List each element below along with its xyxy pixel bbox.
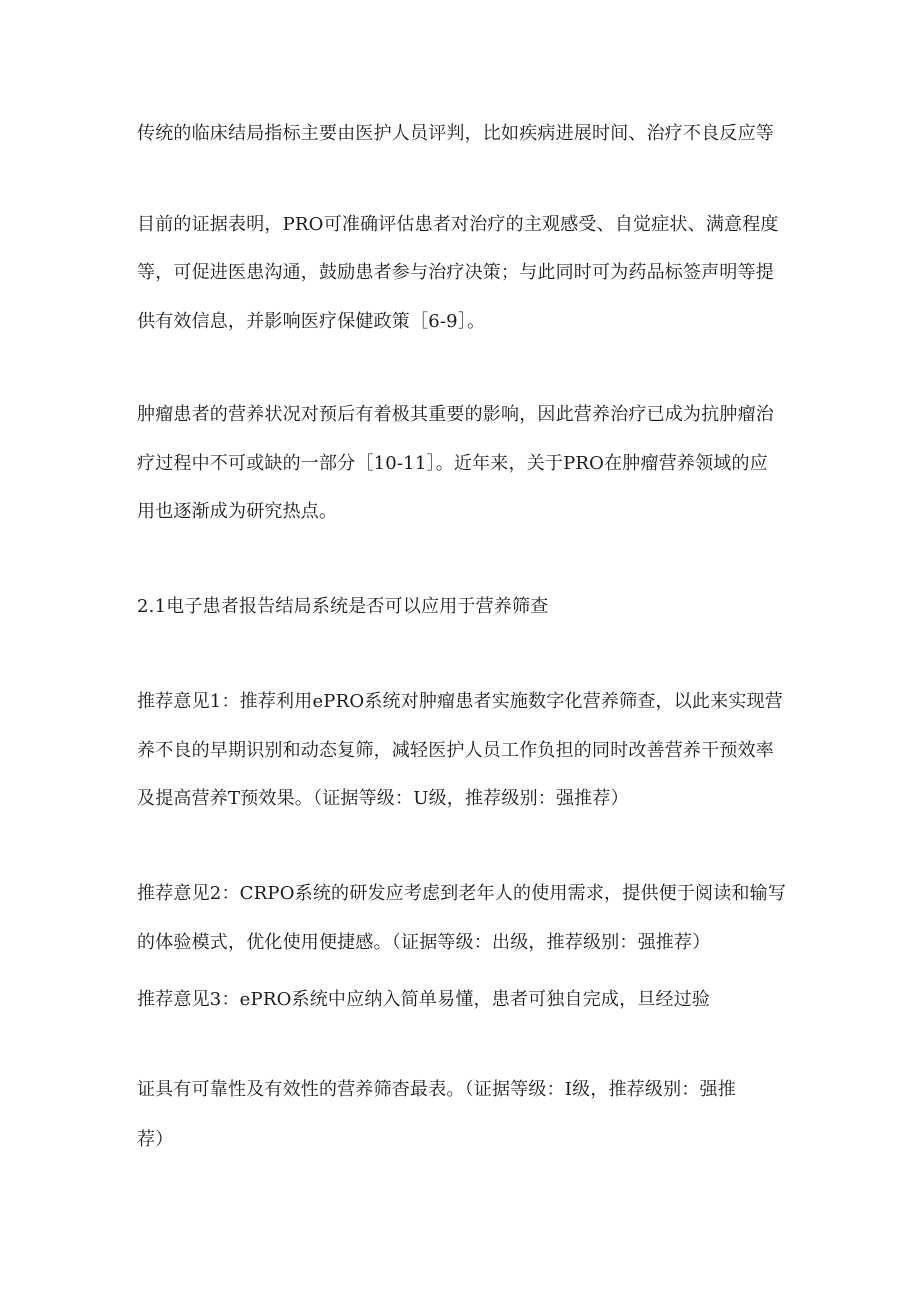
recommendation-2-line-2: 的体验模式，优化使用便捷感。（证据等级：出级，推荐级别：强推荐）: [137, 932, 711, 953]
paragraph-2-line-2: 等，可促进医患沟通，鼓励患者参与治疗决策；与此同时可为药品标签声明等提: [137, 262, 774, 283]
recommendation-2-line-1: 推荐意见2：CRPO系统的研发应考虑到老年人的使用需求，提供便于阅读和输写: [137, 883, 787, 904]
paragraph-1-line-1: 传统的临床结局指标主要由医护人员评判，比如疾病进展时间、治疗不良反应等: [137, 123, 774, 144]
recommendation-1-line-1: 推荐意见1：推荐利用ePRO系统对肿瘤患者实施数字化营养筛查，以此来实现营: [137, 691, 783, 712]
paragraph-2-line-1: 目前的证据表明，PRO可准确评估患者对治疗的主观感受、自觉症状、满意程度: [137, 214, 779, 235]
recommendation-3-line-2: 证具有可靠性及有效性的营养筛杳最表。（证据等级：I级，推荐级别：强推: [137, 1079, 736, 1100]
recommendation-1-line-3: 及提高营养T预效果。（证据等级：U级，推荐级别：强推荐）: [137, 788, 629, 809]
recommendation-3-line-1: 推荐意见3：ePRO系统中应纳入简单易懂，患者可独自完成，旦经过验: [137, 989, 711, 1010]
recommendation-3-line-3: 荐）: [137, 1129, 174, 1150]
paragraph-3-line-1: 肿瘤患者的营养状况对预后有着极其重要的影响，因此营养治疗已成为抗肿瘤治: [137, 404, 774, 425]
paragraph-2-line-3: 供有效信息，并影响医疗保健政策［6-9］。: [137, 311, 486, 332]
paragraph-3-line-2: 疗过程中不可或缺的一部分［10-11］。近年来，关于PRO在肿瘤营养领域的应: [137, 453, 768, 474]
paragraph-3-line-3: 用也逐渐成为研究热点。: [137, 501, 338, 522]
section-heading: 2.1电子患者报告结局系统是否可以应用于营养筛查: [137, 596, 549, 617]
recommendation-1-line-2: 养不良的早期识别和动态复筛，减轻医护人员工作负担的同时改善营养干预效率: [137, 740, 774, 761]
